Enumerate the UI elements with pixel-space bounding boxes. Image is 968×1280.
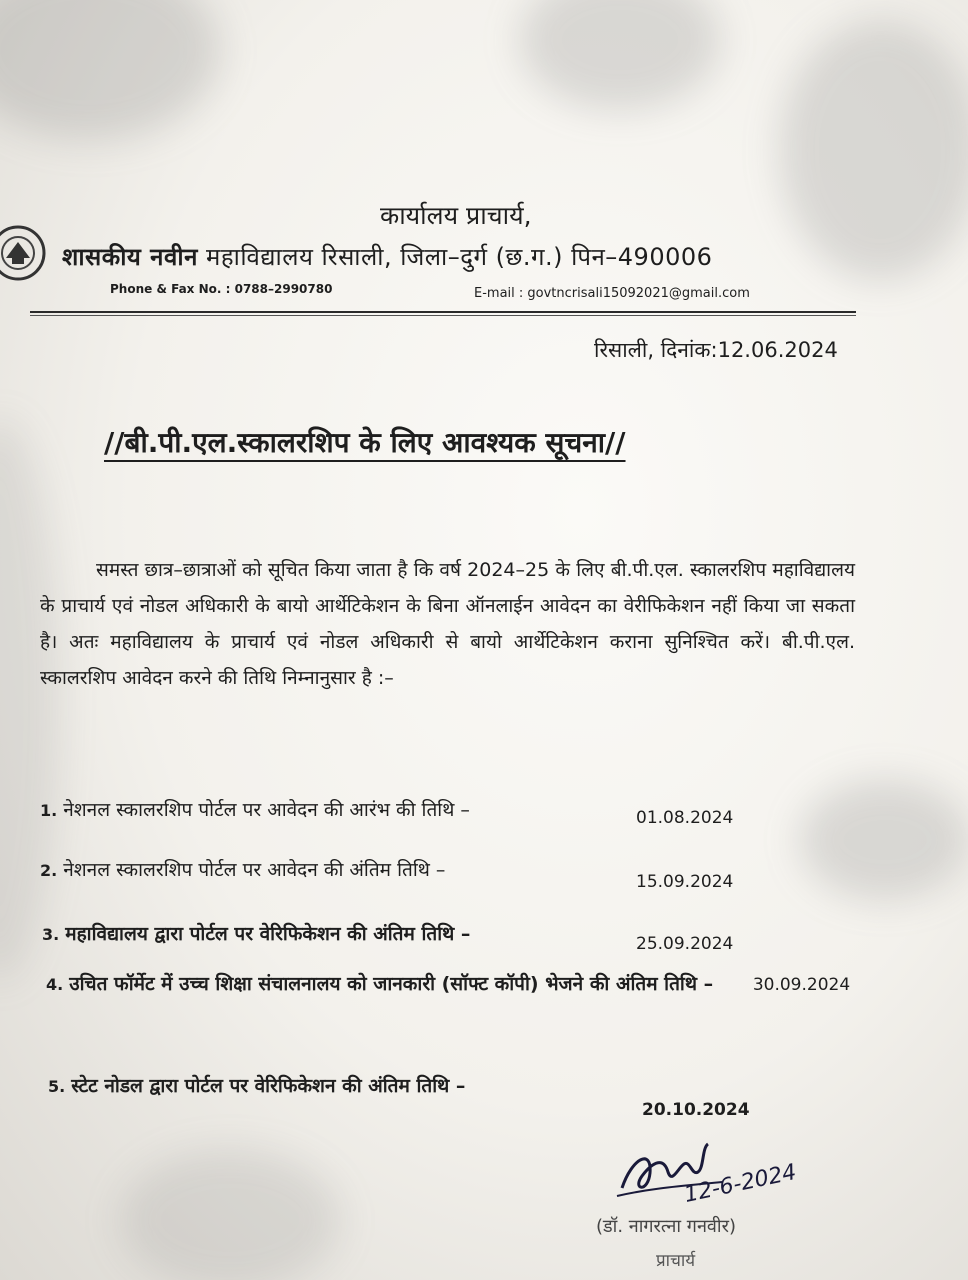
signatory-name: (डॉ. नागरत्ना गनवीर) [596, 1216, 736, 1237]
header-divider-thin [30, 315, 856, 316]
scan-smudge [0, 420, 60, 980]
scan-smudge [780, 20, 968, 280]
list-item-text: स्टेट नोडल द्वारा पोर्टल पर वेरिफिकेशन की अंतिम तिथि – [71, 1075, 466, 1097]
list-item [42, 920, 470, 946]
signature-icon [612, 1128, 812, 1208]
list-item-date: 30.09.2024 [752, 975, 851, 995]
list-item [40, 796, 470, 822]
list-item-number: 5. [48, 1077, 66, 1096]
notice-paragraph [40, 552, 855, 696]
list-item-number: 2. [40, 861, 58, 880]
phone-fax: Phone & Fax No. : 0788–2990780 [110, 282, 333, 296]
date-line: रिसाली, दिनांक:12.06.2024 [594, 338, 838, 362]
list-item-text: नेशनल स्कालरशिप पोर्टल पर आवेदन की आरंभ की तिथि – [63, 799, 470, 821]
signatory-designation: प्राचार्य [656, 1251, 696, 1271]
notice-subject: //बी.पी.एल.स्कालरशिप के लिए आवश्यक सूचना// [104, 426, 626, 459]
list-item-number: 4. [46, 975, 64, 994]
list-item-number: 3. [42, 925, 60, 944]
list-item-date: 25.09.2024 [636, 934, 734, 954]
header-divider [30, 311, 856, 313]
college-name-rest: महाविद्यालय रिसाली, जिला–दुर्ग (छ.ग.) पिन–490006 [197, 243, 713, 271]
college-logo-icon [0, 214, 48, 292]
list-item [40, 856, 445, 882]
college-name-bold: शासकीय नवीन [62, 243, 198, 271]
list-item [48, 1072, 465, 1098]
college-name [62, 240, 712, 273]
scan-smudge [520, 0, 720, 110]
list-item-date: 20.10.2024 [642, 1100, 750, 1120]
office-title: कार्यालय प्राचार्य, [380, 201, 532, 230]
scan-smudge [0, 0, 220, 140]
email-address: E-mail : govtncrisali15092021@gmail.com [474, 286, 750, 301]
list-item-date: 15.09.2024 [636, 872, 734, 892]
scan-smudge [120, 1150, 340, 1280]
signature-date: 12-6-2024 [682, 1159, 799, 1208]
scan-smudge [800, 780, 968, 900]
list-item-text: नेशनल स्कालरशिप पोर्टल पर आवेदन की अंतिम तिथि – [63, 859, 446, 881]
list-item-date: 01.08.2024 [636, 808, 734, 828]
list-item-text: उचित फॉर्मेट में उच्च शिक्षा संचालनालय को जानकारी (सॉफ्ट कॉपी) भेजने की अंतिम तिथि – [69, 973, 714, 995]
list-item-number: 1. [40, 801, 58, 820]
notice-paragraph-text: समस्त छात्र–छात्राओं को सूचित किया जाता है कि वर्ष 2024–25 के लिए बी.पी.एल. स्कालरशिप महाविद्यालय के प्राचार्य एवं नोडल अधिकारी के बायो आर्थेटिकेशन के बिना ऑनलाईन आवेदन का वेरीफिकेशन नहीं किया जा सकता है। अतः महाविद्यालय के प्राचार्य एवं नोडल अधिकारी से बायो आर्थेटिकेशन कराना सुनिश्चित करें। बी.पी.एल. स्कालरशिप आवेदन करने की तिथि निम्नानुसार है :– [40, 559, 855, 689]
list-item [46, 966, 856, 1003]
list-item-text: महाविद्यालय द्वारा पोर्टल पर वेरिफिकेशन की अंतिम तिथि – [65, 923, 471, 945]
